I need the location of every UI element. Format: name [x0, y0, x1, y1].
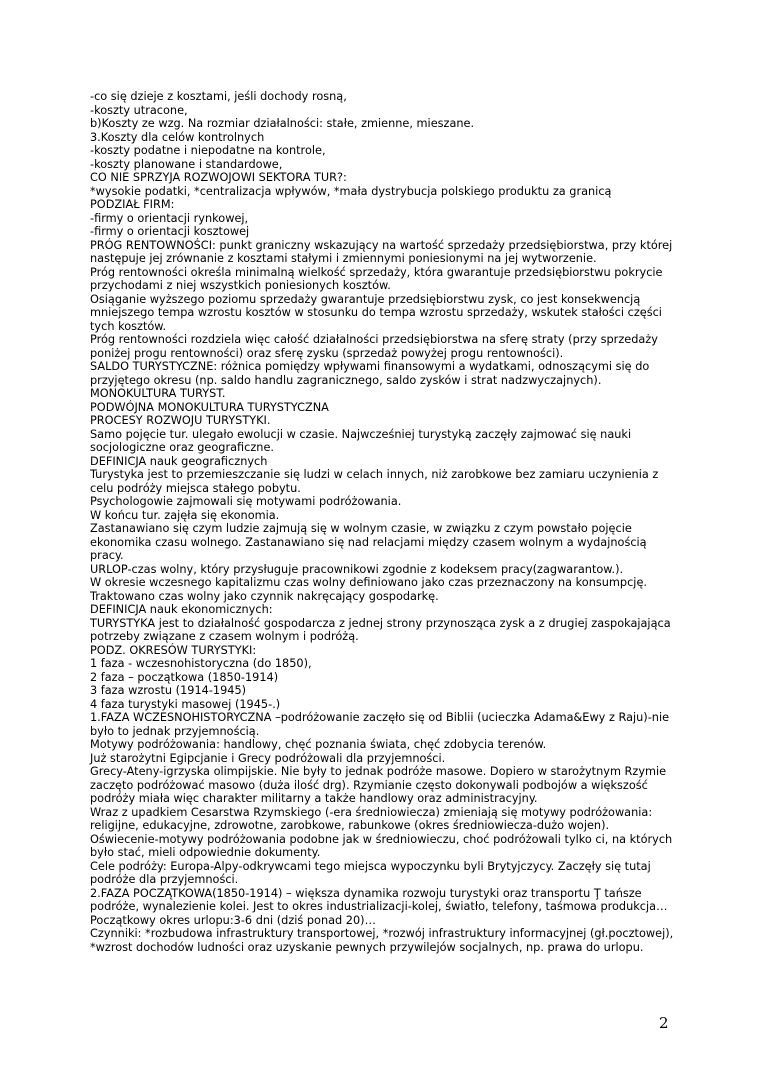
text-line: -co się dzieje z kosztami, jeśli dochody rosną, — [90, 90, 347, 103]
text-line: -firmy o orientacji rynkowej, — [90, 211, 249, 225]
section-heading: PODWÓJNA MONOKULTURA TURYSTYCZNA — [90, 400, 329, 414]
list-item: 3 faza wzrostu (1914-1945) — [90, 684, 247, 697]
paragraph: Zastanawiano się czym ludzie zajmują się w wolnym czasie, w związku z czym powstało pojęcie ekonomika czasu wolnego. Zastanawiano się nad relacjami między czasem wolnym a wydajnością pracy. — [90, 522, 647, 562]
section-heading: CO NIE SPRZYJA ROZWOJOWI SEKTORA TUR?: — [90, 171, 347, 184]
paragraph: 2.FAZA POCZĄTKOWA(1850-1914) – większa dynamika rozwoju turystyki oraz transportu Ţ tańsze podróże, wynalezienie kolei. Jest to okres industrializacji-kolej, światło, telefony, taśmowa produkcja… — [90, 886, 668, 913]
section-heading: MONOKULTURA TURYST. — [90, 387, 226, 400]
text-line: Początkowy okres urlopu:3-6 dni (dziś ponad 20)… — [90, 913, 376, 927]
text-line: Już starożytni Egipcjanie i Grecy podróżowali dla przyjemności. — [90, 751, 446, 765]
paragraph: Samo pojęcie tur. ulegało ewolucji w czasie. Najwcześniej turystyką zaczęły zajmować się nauki socjologiczne oraz geograficzne. — [90, 427, 632, 454]
paragraph: Osiąganie wyższego poziomu sprzedaży gwarantuje przedsiębiorstwu zysk, co jest konsekwencją mniejszego tempa wzrostu kosztów w stosunku do tempa wzrostu sprzedaży, wskutek stałości części tych kosztów. — [90, 292, 662, 333]
section-heading: PROCESY ROZWOJU TURYSTYKI. — [90, 414, 271, 427]
paragraph: SALDO TURYSTYCZNE: różnica pomiędzy wpływami finansowymi a wydatkami, odnoszącymi się do przyjętego okresu (np. saldo handlu zagranicznego, saldo zysków i strat nadzwyczajnych). — [90, 360, 650, 387]
text-line: W końcu tur. zajęła się ekonomia. — [90, 508, 280, 522]
page-number: 2 — [659, 1014, 669, 1032]
text-line: 3.Koszty dla celów kontrolnych — [90, 130, 265, 144]
text-line: Traktowano czas wolny jako czynnik nakręcający gospodarkę. — [90, 589, 439, 603]
paragraph: Turystyka jest to przemieszczanie się ludzi w celach innych, niż zarobkowe bez zamiaru uczynienia z celu podróży miejsca stałego pobytu. — [90, 468, 659, 495]
body-text — [90, 90, 680, 954]
text-line: -koszty planowane i standardowe, — [90, 157, 283, 171]
text-line: W okresie wczesnego kapitalizmu czas wolny definiowano jako czas przeznaczony na konsumpcję. — [90, 576, 647, 589]
paragraph: TURYSTYKA jest to działalność gospodarcza z jednej strony przynosząca zysk a z drugiej zaspokajająca potrzeby związane z czasem wolnym i podróżą. — [90, 616, 671, 643]
text-line: -firmy o orientacji kosztowej — [90, 225, 250, 238]
paragraph: Próg rentowności określa minimalną wielkość sprzedaży, która gwarantuje przedsiębiorstwu pokrycie przychodami z niej wszystkich poniesionych kosztów. — [90, 265, 663, 292]
text-line: URLOP-czas wolny, który przysługuje pracownikowi zgodnie z kodeksem pracy(zagwarantow.). — [90, 562, 624, 576]
paragraph: PRÓG RENTOWNOŚCI: punkt graniczny wskazujący na wartość sprzedaży przedsiębiorstwa, przy której następuje jej zrównanie z kosztami stałymi i zmiennymi poniesionymi na jej wytworzenie. — [90, 238, 673, 265]
paragraph: Czynniki: *rozbudowa infrastruktury transportowej, *rozwój infrastruktury informacyjnej (gł.pocztowej), *wzrost dochodów ludności oraz uzyskanie pewnych przywilejów socjalnych, np. prawa do urlopu. — [90, 927, 674, 954]
section-heading: PODZIAŁ FIRM: — [90, 198, 175, 211]
paragraph: 1.FAZA WCZESNOHISTORYCZNA –podróżowanie zaczęło się od Biblii (ucieczka Adama&Ewy z Raju)-nie było to jednak przyjemnością. — [90, 711, 670, 738]
list-item: 4 faza turystyki masowej (1945-.) — [90, 697, 281, 711]
paragraph: Oświecenie-motywy podróżowania podobne jak w średniowieczu, choć podróżowali tylko ci, na których było stać, mieli odpowiednie dokumenty. — [90, 832, 673, 859]
text-line: Psychologowie zajmowali się motywami podróżowania. — [90, 495, 402, 508]
paragraph: Wraz z upadkiem Cesarstwa Rzymskiego (-era średniowiecza) zmieniają się motywy podróżowania: religijne, edukacyjne, zdrowotne, zarobkowe, rabunkowe (okres średniowiecza-dużo wojen). — [90, 805, 653, 832]
list-item: 2 faza – początkowa (1850-1914) — [90, 670, 279, 684]
section-heading: DEFINICJA nauk geograficznych — [90, 454, 268, 468]
text-line: *wysokie podatki, *centralizacja wpływów, *mała dystrybucja polskiego produktu za granicą — [90, 184, 612, 198]
paragraph: Cele podróży: Europa-Alpy-odkrywcami tego miejsca wypoczynku byli Brytyjczycy. Zaczęły się tutaj podróże dla przyjemności. — [90, 859, 651, 886]
paragraph: Próg rentowności rozdziela więc całość działalności przedsiębiorstwa na sferę straty (przy sprzedaży poniżej progu rentowności) oraz sferę zysku (sprzedaż powyżej progu rentowności). — [90, 333, 658, 360]
section-heading: PODZ. OKRESÓW TURYSTYKI: — [90, 643, 257, 657]
section-heading: DEFINICJA nauk ekonomicznych: — [90, 603, 273, 616]
paragraph: Grecy-Ateny-igrzyska olimpijskie. Nie były to jednak podróże masowe. Dopiero w starożytnym Rzymie zaczęto podróżować masowo (duża ilość drg). Rzymianie często dokonywali podbojów a większość podróży miała więc charakter militarny a także handlowy oraz administracyjny. — [90, 765, 667, 805]
text-line: -koszty podatne i niepodatne na kontrole, — [90, 144, 326, 157]
text-line: b)Koszty ze wzg. Na rozmiar działalności: stałe, zmienne, mieszane. — [90, 117, 475, 130]
text-line: Motywy podróżowania: handlowy, chęć poznania świata, chęć zdobycia terenów. — [90, 738, 547, 751]
text-line: -koszty utracone, — [90, 103, 188, 117]
list-item: 1 faza - wczesnohistoryczna (do 1850), — [90, 657, 312, 670]
